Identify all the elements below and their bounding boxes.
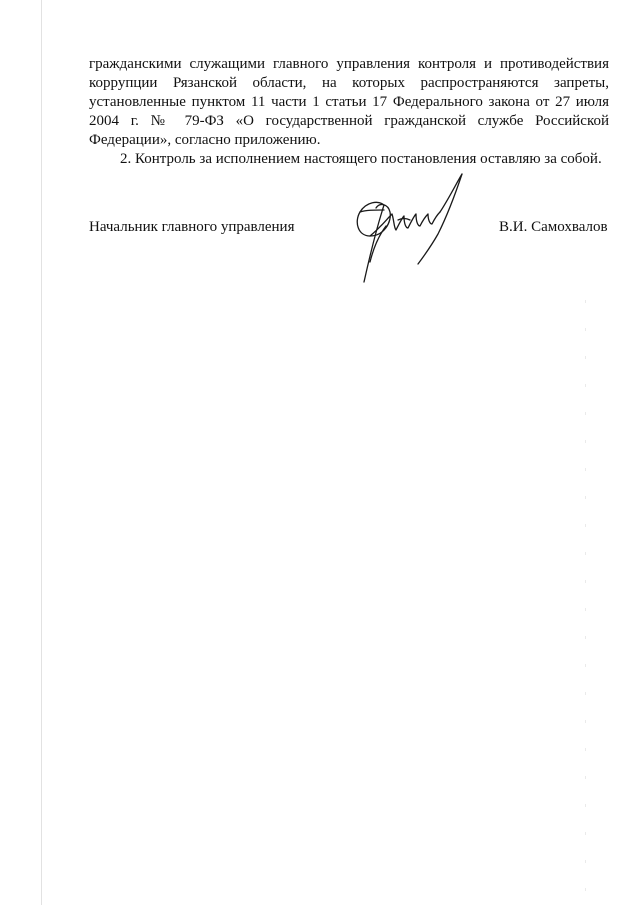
signatory-name: В.И. Самохвалов [499, 219, 608, 235]
scan-margin-line [41, 0, 42, 905]
handwritten-signature [340, 170, 470, 285]
scan-artifact [585, 300, 586, 900]
paragraph-1: гражданскими служащими главного управления контроля и противодействия коррупции Рязанской области, на которых распространяются запреты, установленные пунктом 11 части 1 статьи 17 Федерального закона от 27 июля 2004 г. № 79-ФЗ «О государственной гражданской службе Российской Федерации», согласно приложению. [89, 56, 609, 148]
paragraph-2: 2. Контроль за исполнением настоящего постановления оставляю за собой. [120, 151, 602, 167]
signatory-title: Начальник главного управления [89, 219, 295, 235]
document-body [89, 55, 609, 169]
